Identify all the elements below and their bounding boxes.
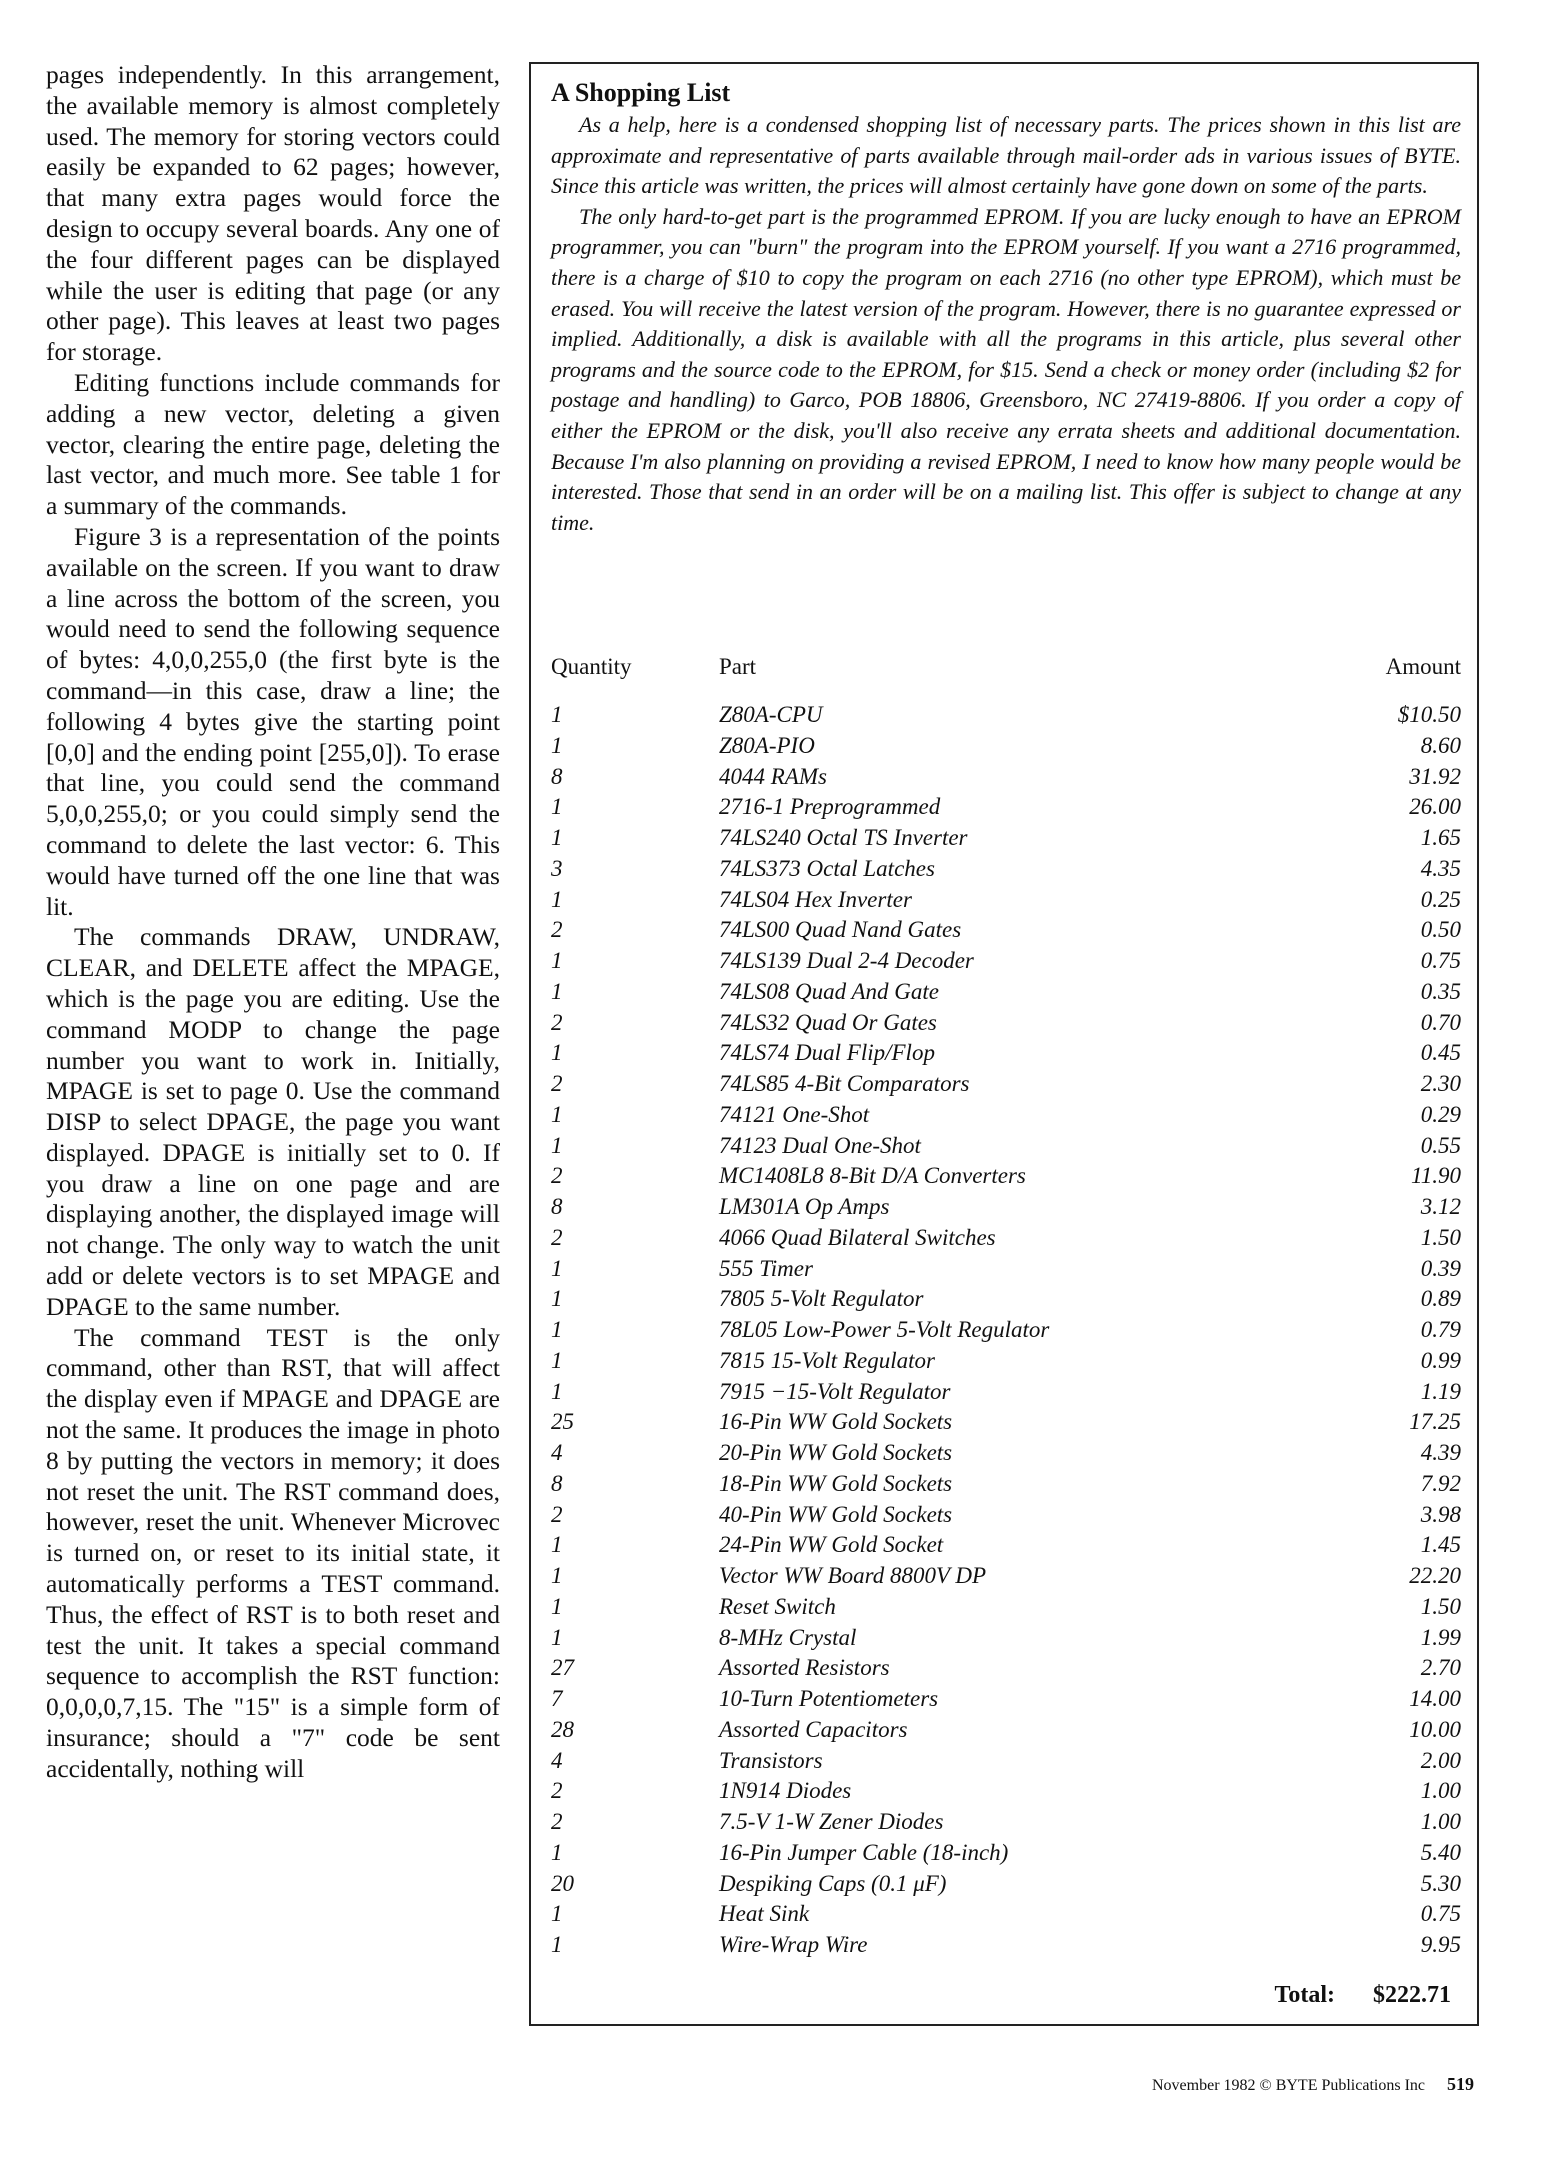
row-part: Z80A-PIO <box>719 732 815 758</box>
table-row <box>551 1377 1461 1408</box>
row-amount: 1.50 <box>1420 1224 1461 1250</box>
row-quantity: 1 <box>551 886 563 912</box>
table-row <box>551 762 1461 793</box>
row-part: 16-Pin WW Gold Sockets <box>719 1409 953 1435</box>
parts-table-header <box>551 654 1461 684</box>
article-column <box>46 60 500 1785</box>
table-row <box>551 1899 1461 1930</box>
row-amount: 5.40 <box>1420 1839 1461 1865</box>
row-quantity: 8 <box>551 1194 563 1219</box>
row-amount: 1.50 <box>1420 1593 1461 1619</box>
row-amount: 7.92 <box>1420 1470 1461 1496</box>
row-part: 74LS00 Quad Nand Gates <box>719 917 962 943</box>
row-part: Vector WW Board 8800V DP <box>719 1563 987 1588</box>
row-amount: 26.00 <box>1409 794 1461 820</box>
table-row <box>551 1469 1461 1500</box>
article-paragraph: Figure 3 is a representation of the points available on the screen. If you want to draw a line across the bottom of the screen, you would need to send the following sequence of bytes: 4,0,0,255,0 (the first byte is the command—in this case, draw a line; the following 4 bytes give the starting point [0,0] and the ending point [255,0]). To erase that line, you could send the command 5,0,0,255,0; or you could simply send the command to delete the last vector: 6. This would have turned off the one line that was lit. <box>46 521 500 921</box>
row-amount: 11.90 <box>1410 1163 1461 1189</box>
row-part: 7815 15-Volt Regulator <box>719 1347 935 1373</box>
row-amount: $10.50 <box>1397 702 1461 727</box>
row-amount: 0.25 <box>1420 886 1461 912</box>
table-row <box>551 1776 1461 1807</box>
row-part: 7915 −15-Volt Regulator <box>719 1378 951 1404</box>
row-quantity: 1 <box>551 1101 563 1127</box>
row-part: Transistors <box>719 1747 823 1773</box>
total-line <box>1275 1982 1451 2009</box>
row-amount: 0.99 <box>1420 1347 1461 1373</box>
row-amount: 3.98 <box>1420 1501 1461 1527</box>
row-part: LM301A Op Amps <box>719 1194 890 1219</box>
row-quantity: 2 <box>551 1163 563 1189</box>
row-amount: 14.00 <box>1409 1686 1461 1711</box>
row-amount: 0.39 <box>1420 1255 1461 1281</box>
row-part: 74LS04 Hex Inverter <box>719 886 912 912</box>
row-amount: 1.45 <box>1420 1532 1461 1558</box>
row-amount: 10.00 <box>1409 1716 1461 1742</box>
article-paragraph: The commands DRAW, UNDRAW, CLEAR, and DELETE affect the MPAGE, which is the page you are editing. Use the command MODP to change the page number you want to work in. Initially, MPAGE is set to page 0. Use the command DISP to select DPAGE, the page you want displayed. DPAGE is initially set to 0. If you draw a line on one page and are displaying another, the displayed image will not change. The only way to watch the unit add or delete vectors is to set MPAGE and DPAGE to the same number. <box>46 922 500 1321</box>
row-part: 24-Pin WW Gold Socket <box>719 1532 944 1558</box>
table-row <box>551 1315 1461 1346</box>
row-amount: 2.30 <box>1420 1071 1461 1096</box>
article-paragraph: Editing functions include commands for adding a new vector, deleting a given vector, clearing the entire page, deleting the last vector, and much more. See table 1 for a summary of the commands. <box>46 367 500 521</box>
row-quantity: 4 <box>551 1747 563 1773</box>
table-row <box>551 1500 1461 1531</box>
row-part: 74LS32 Quad Or Gates <box>719 1009 937 1035</box>
column-header-part: Part <box>719 654 757 679</box>
table-row <box>551 915 1461 946</box>
table-row <box>551 731 1461 762</box>
row-part: 1N914 Diodes <box>719 1778 852 1804</box>
table-row <box>551 1254 1461 1285</box>
row-amount: 0.75 <box>1420 948 1461 973</box>
row-quantity: 1 <box>551 1040 563 1066</box>
sidebar-intro-paragraph: The only hard-to-get part is the programmed EPROM. If you are lucky enough to have an EPROM programmer, you can "burn" the program into the EPROM yourself. If you want a 2716 programmed, there is a charge of $10 to copy the program on each 2716 (no other type EPROM), which must be erased. You will receive the latest version of the program. However, there is no guarantee expressed or implied. Additionally, a disk is available with all the programs in this article, plus several other programs and the source code to the EPROM, for $15. Send a check or money order (including $2 for postage and handling) to Garco, POB 18806, Greensboro, NC 27419-8806. If you order a copy of either the EPROM or the disk, you'll also receive any errata sheets and additional documentation. Because I'm also planning on providing a revised EPROM, I need to know how many people would be interested. Those that send in an order will be on a mailing list. This offer is subject to change at any time. <box>551 203 1461 535</box>
row-part: 74LS373 Octal Latches <box>719 855 935 881</box>
row-amount: 5.30 <box>1420 1870 1461 1896</box>
table-row <box>551 977 1461 1008</box>
row-quantity: 1 <box>551 948 563 973</box>
row-quantity: 1 <box>551 1901 563 1927</box>
table-row <box>551 1592 1461 1623</box>
row-quantity: 8 <box>551 1470 563 1496</box>
row-quantity: 2 <box>551 1071 563 1096</box>
row-amount: 0.55 <box>1420 1132 1461 1158</box>
sidebar-intro <box>551 110 1461 538</box>
table-row <box>551 1746 1461 1777</box>
row-amount: 1.00 <box>1420 1778 1461 1804</box>
table-row <box>551 1653 1461 1684</box>
row-quantity: 2 <box>551 1809 563 1834</box>
row-quantity: 1 <box>551 732 563 758</box>
row-amount: 0.75 <box>1420 1901 1461 1927</box>
table-row <box>551 885 1461 916</box>
footer-credit: November 1982 © BYTE Publications Inc <box>1152 2077 1425 2094</box>
parts-table-body <box>551 700 1461 1961</box>
table-row <box>551 1284 1461 1315</box>
row-amount: 1.00 <box>1420 1809 1461 1834</box>
table-row <box>551 1131 1461 1162</box>
row-quantity: 8 <box>551 763 563 789</box>
row-quantity: 2 <box>551 1224 563 1250</box>
table-row <box>551 1530 1461 1561</box>
row-part: 74LS74 Dual Flip/Flop <box>719 1040 935 1066</box>
row-part: 74LS139 Dual 2-4 Decoder <box>719 948 974 973</box>
row-amount: 0.50 <box>1420 917 1461 943</box>
row-amount: 4.35 <box>1420 855 1461 881</box>
row-part: 74121 One-Shot <box>719 1101 870 1127</box>
row-quantity: 1 <box>551 978 563 1004</box>
row-part: 78L05 Low-Power 5-Volt Regulator <box>719 1317 1050 1342</box>
row-part: 7805 5-Volt Regulator <box>719 1286 924 1312</box>
table-row <box>551 1038 1461 1069</box>
row-part: 4066 Quad Bilateral Switches <box>719 1224 996 1250</box>
row-amount: 0.79 <box>1420 1317 1461 1342</box>
row-amount: 1.99 <box>1420 1624 1461 1650</box>
table-row <box>551 1684 1461 1715</box>
sidebar-title: A Shopping List <box>551 78 731 107</box>
table-row <box>551 1838 1461 1869</box>
table-row <box>551 1100 1461 1131</box>
row-amount: 8.60 <box>1420 732 1461 758</box>
row-quantity: 1 <box>551 1255 563 1281</box>
row-amount: 0.35 <box>1420 978 1461 1004</box>
row-quantity: 1 <box>551 794 563 820</box>
row-amount: 31.92 <box>1409 763 1461 789</box>
row-amount: 22.20 <box>1409 1563 1461 1588</box>
row-part: Despiking Caps (0.1 μF) <box>719 1870 947 1896</box>
row-quantity: 28 <box>551 1716 574 1742</box>
row-quantity: 1 <box>551 1132 563 1158</box>
table-row <box>551 1715 1461 1746</box>
row-part: 18-Pin WW Gold Sockets <box>719 1470 953 1496</box>
table-row <box>551 700 1461 731</box>
row-amount: 17.25 <box>1409 1409 1461 1435</box>
row-quantity: 1 <box>551 1347 563 1373</box>
row-part: 74123 Dual One-Shot <box>719 1132 921 1158</box>
row-quantity: 2 <box>551 917 563 943</box>
table-row <box>551 1623 1461 1654</box>
table-row <box>551 1561 1461 1592</box>
row-part: 4044 RAMs <box>719 763 827 789</box>
row-part: MC1408L8 8-Bit D/A Converters <box>719 1163 1026 1189</box>
row-quantity: 1 <box>551 825 563 850</box>
row-quantity: 1 <box>551 1286 563 1312</box>
total-label: Total: <box>1274 1982 1335 2008</box>
row-part: 2716-1 Preprogrammed <box>719 794 941 820</box>
row-quantity: 1 <box>551 1378 563 1404</box>
article-paragraph: pages independently. In this arrangement, the available memory is almost completely used. The memory for storing vectors could easily be expanded to 62 pages; however, that many extra pages would force the design to occupy several boards. Any one of the four different pages can be displayed while the user is editing that page (or any other page). This leaves at least two pages for storage. <box>46 60 500 367</box>
table-row <box>551 1069 1461 1100</box>
row-part: 7.5-V 1-W Zener Diodes <box>719 1809 944 1834</box>
table-row <box>551 1438 1461 1469</box>
row-quantity: 1 <box>551 1932 563 1957</box>
row-amount: 2.70 <box>1420 1655 1461 1681</box>
row-amount: 3.12 <box>1420 1194 1461 1219</box>
row-quantity: 1 <box>551 702 563 727</box>
column-header-amount: Amount <box>1385 654 1461 679</box>
table-row <box>551 854 1461 885</box>
row-part: 74LS240 Octal TS Inverter <box>719 825 968 850</box>
row-quantity: 1 <box>551 1624 563 1650</box>
page-footer <box>1152 2074 1474 2095</box>
row-quantity: 3 <box>551 855 563 881</box>
row-quantity: 20 <box>551 1870 574 1896</box>
row-amount: 1.19 <box>1420 1378 1461 1404</box>
row-part: 40-Pin WW Gold Sockets <box>719 1501 953 1527</box>
row-quantity: 4 <box>551 1440 563 1465</box>
row-quantity: 1 <box>551 1532 563 1558</box>
table-row <box>551 1192 1461 1223</box>
table-row <box>551 1346 1461 1377</box>
column-header-quantity: Quantity <box>551 654 632 679</box>
row-amount: 9.95 <box>1420 1932 1461 1957</box>
table-row <box>551 1161 1461 1192</box>
table-row <box>551 792 1461 823</box>
row-quantity: 1 <box>551 1563 563 1588</box>
row-part: Assorted Capacitors <box>719 1716 908 1742</box>
table-row <box>551 1869 1461 1900</box>
row-part: 16-Pin Jumper Cable (18-inch) <box>719 1839 1009 1865</box>
table-row <box>551 946 1461 977</box>
row-part: Heat Sink <box>719 1901 810 1927</box>
row-amount: 4.39 <box>1420 1440 1461 1465</box>
row-part: 555 Timer <box>719 1255 813 1281</box>
article-paragraph: The command TEST is the only command, other than RST, that will affect the display even if MPAGE and DPAGE are not the same. It produces the image in photo 8 by putting the vectors in memory; it does not reset the unit. The RST command does, however, reset the unit. Whenever Microvec is turned on, or reset to its initial state, it automatically performs a TEST command. Thus, the effect of RST is to both reset and test the unit. It takes a special command sequence to accomplish the RST function: 0,0,0,0,7,15. The "15" is a simple form of insurance; should a "7" code be sent accidentally, nothing will <box>46 1322 500 1783</box>
row-part: 74LS85 4-Bit Comparators <box>719 1071 970 1096</box>
row-amount: 0.89 <box>1420 1286 1461 1312</box>
page-number: 519 <box>1447 2074 1474 2094</box>
row-part: 20-Pin WW Gold Sockets <box>719 1440 953 1465</box>
sidebar-intro-paragraph: As a help, here is a condensed shopping list of necessary parts. The prices shown in this list are approximate and representative of parts available through mail-order ads in various issues of BYTE. Since this article was written, the prices will almost certainly have gone down on some of the parts. <box>551 112 1461 199</box>
row-part: Assorted Resistors <box>719 1655 890 1681</box>
row-quantity: 1 <box>551 1839 563 1865</box>
row-part: 10-Turn Potentiometers <box>719 1686 939 1711</box>
total-value: $222.71 <box>1373 1982 1451 2008</box>
row-quantity: 2 <box>551 1778 563 1804</box>
row-amount: 0.70 <box>1420 1009 1461 1035</box>
row-part: 74LS08 Quad And Gate <box>719 978 939 1004</box>
table-row <box>551 823 1461 854</box>
row-amount: 1.65 <box>1420 825 1461 850</box>
row-quantity: 7 <box>551 1686 563 1711</box>
row-part: 8-MHz Crystal <box>719 1624 857 1650</box>
row-quantity: 25 <box>551 1409 574 1435</box>
row-amount: 2.00 <box>1420 1747 1461 1773</box>
row-part: Wire-Wrap Wire <box>719 1932 868 1957</box>
row-quantity: 2 <box>551 1501 563 1527</box>
row-quantity: 27 <box>551 1655 574 1681</box>
table-row <box>551 1807 1461 1838</box>
row-quantity: 1 <box>551 1593 563 1619</box>
row-amount: 0.45 <box>1420 1040 1461 1066</box>
row-part: Reset Switch <box>719 1593 836 1619</box>
table-row <box>551 1223 1461 1254</box>
table-row <box>551 1008 1461 1039</box>
row-quantity: 1 <box>551 1317 563 1342</box>
row-quantity: 2 <box>551 1009 563 1035</box>
row-amount: 0.29 <box>1420 1101 1461 1127</box>
shopping-list-sidebar <box>529 62 1479 2026</box>
table-row <box>551 1930 1461 1961</box>
row-part: Z80A-CPU <box>719 702 823 727</box>
table-row <box>551 1407 1461 1438</box>
